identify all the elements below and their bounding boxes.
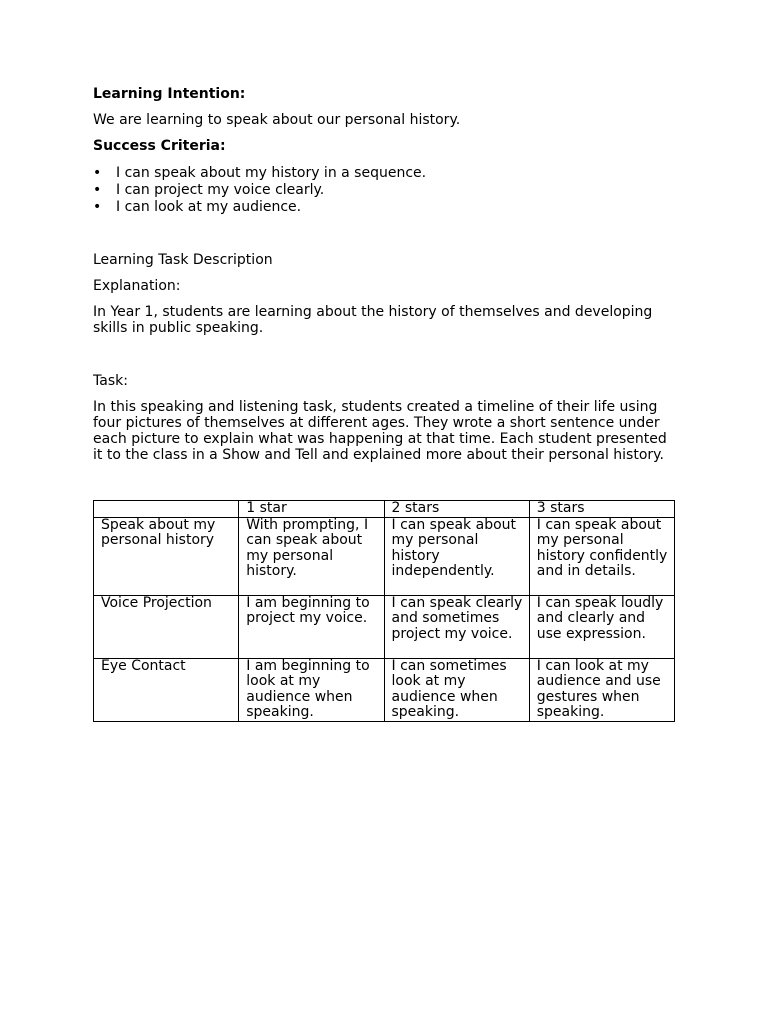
rubric-cell-one-star: I am beginning to look at my audience when speaking.	[239, 658, 384, 721]
success-criteria-item	[93, 165, 678, 182]
rubric-criterion: Voice Projection	[94, 595, 239, 658]
success-criteria-item	[93, 199, 678, 216]
explanation-label: Explanation:	[93, 278, 181, 294]
rubric-cell-one-star: I am beginning to project my voice.	[239, 595, 384, 658]
rubric-cell-one-star: With prompting, I can speak about my personal history.	[239, 517, 384, 595]
rubric-cell-two-stars: I can speak about my personal history independently.	[384, 517, 529, 595]
learning-intention-heading: Learning Intention:	[93, 86, 246, 102]
rubric-cell-three-stars: I can speak loudly and clearly and use expression.	[529, 595, 674, 658]
learning-intention-text: We are learning to speak about our personal history.	[93, 112, 461, 128]
rubric-cell-three-stars: I can speak about my personal history confidently and in details.	[529, 517, 674, 595]
rubric-header-three-stars: 3 stars	[529, 501, 674, 518]
success-criteria-list	[93, 165, 678, 216]
rubric-row	[94, 595, 675, 658]
rubric-row	[94, 517, 675, 595]
rubric-header-two-stars: 2 stars	[384, 501, 529, 518]
success-criteria-item-text: I can speak about my history in a sequence.	[116, 165, 427, 181]
task-label: Task:	[93, 373, 128, 389]
task-text: In this speaking and listening task, students created a timeline of their life using four pictures of themselves at different ages. They wrote a short sentence under each picture to explain what was happening at that time. Each student presented it to the class in a Show and Tell and explained more about their personal history.	[93, 399, 667, 463]
rubric-cell-two-stars: I can speak clearly and sometimes project my voice.	[384, 595, 529, 658]
bullet-icon: •	[93, 182, 102, 198]
rubric-row	[94, 658, 675, 721]
rubric-criterion: Eye Contact	[94, 658, 239, 721]
rubric-criterion: Speak about my personal history	[94, 517, 239, 595]
rubric-header-empty	[94, 501, 239, 518]
rubric-cell-three-stars: I can look at my audience and use gestures when speaking.	[529, 658, 674, 721]
success-criteria-heading: Success Criteria:	[93, 138, 226, 154]
document-page	[93, 86, 678, 722]
success-criteria-item-text: I can project my voice clearly.	[116, 182, 325, 198]
bullet-icon: •	[93, 165, 102, 181]
success-criteria-item	[93, 182, 678, 199]
explanation-text: In Year 1, students are learning about the history of themselves and developing skills in public speaking.	[93, 304, 653, 336]
bullet-icon: •	[93, 199, 102, 215]
rubric-cell-two-stars: I can sometimes look at my audience when speaking.	[384, 658, 529, 721]
success-criteria-item-text: I can look at my audience.	[116, 199, 302, 215]
task-description-title: Learning Task Description	[93, 252, 273, 268]
rubric-header-row	[94, 501, 675, 518]
rubric-table	[93, 500, 675, 722]
rubric-header-one-star: 1 star	[239, 501, 384, 518]
